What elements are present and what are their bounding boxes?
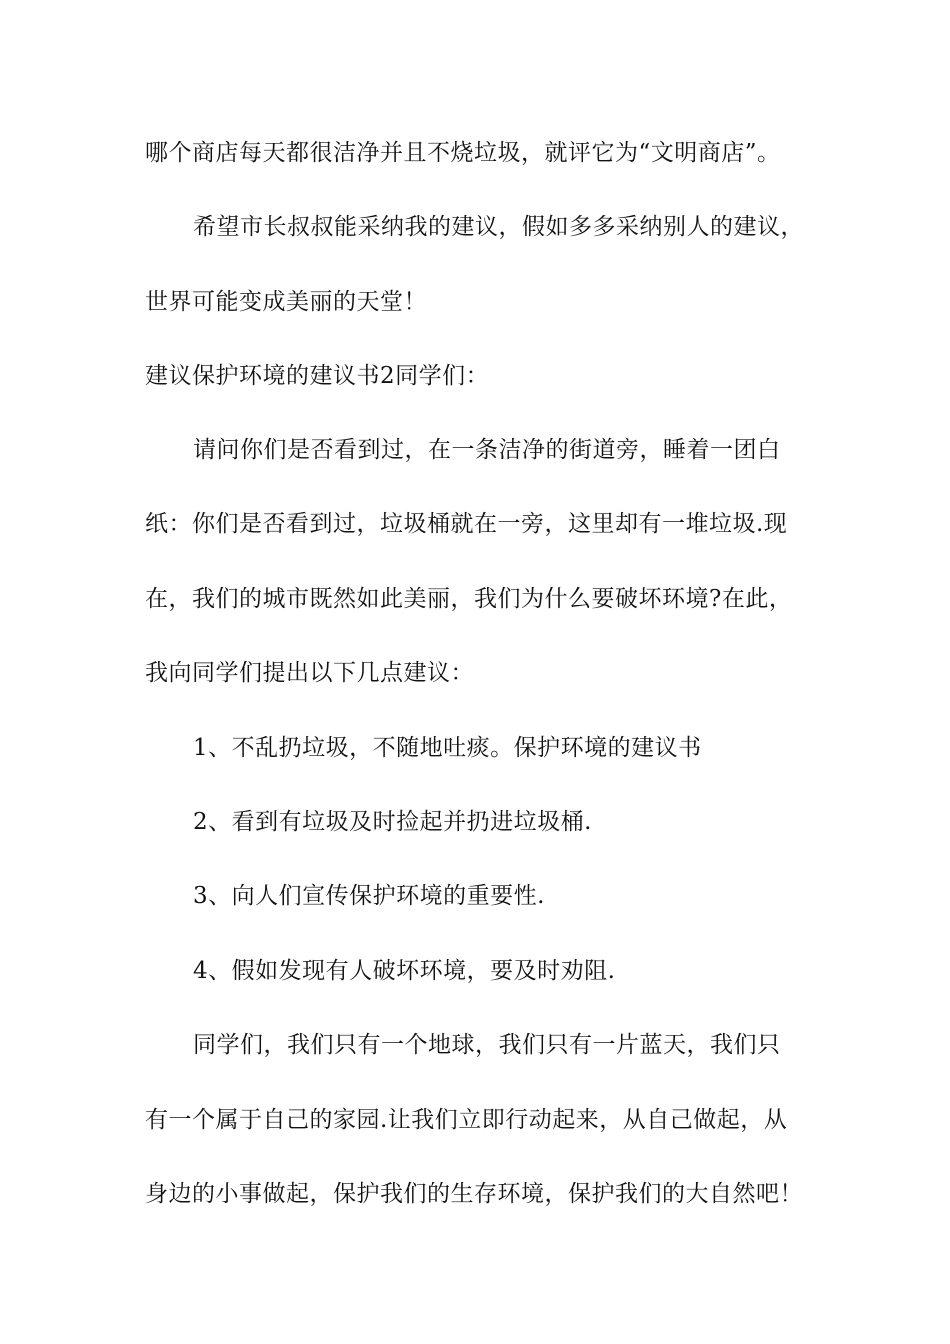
paragraph-line: 希望市长叔叔能采纳我的建议，假如多多采纳别人的建议，: [193, 214, 804, 240]
list-item: 2、看到有垃圾及时捡起并扔进垃圾桶.: [193, 809, 592, 835]
paragraph-line: 身边的小事做起，保护我们的生存环境，保护我们的大自然吧！: [145, 1181, 803, 1207]
paragraph-line: 世界可能变成美丽的天堂！: [145, 289, 427, 315]
paragraph-line: 在，我们的城市既然如此美丽，我们为什么要破坏环境?在此，: [145, 586, 793, 612]
list-item: 4、假如发现有人破坏环境，要及时劝阻.: [193, 958, 616, 984]
paragraph-line: 哪个商店每天都很洁净并且不烧垃圾，就评它为“文明商店”。: [145, 140, 781, 166]
list-item: 1、不乱扔垃圾，不随地吐痰。保护环境的建议书: [193, 735, 702, 761]
paragraph-line: 纸：你们是否看到过，垃圾桶就在一旁，这里却有一堆垃圾.现: [145, 511, 788, 537]
paragraph-line: 请问你们是否看到过，在一条洁净的街道旁，睡着一团白: [193, 437, 781, 463]
section-heading: 建议保护环境的建议书2同学们：: [145, 363, 490, 389]
paragraph-line: 同学们，我们只有一个地球，我们只有一片蓝天，我们只: [193, 1032, 781, 1058]
paragraph-line: 有一个属于自己的家园.让我们立即行动起来，从自己做起，从: [145, 1107, 788, 1133]
paragraph-line: 我向同学们提出以下几点建议：: [145, 660, 474, 686]
list-item: 3、向人们宣传保护环境的重要性.: [193, 883, 545, 909]
